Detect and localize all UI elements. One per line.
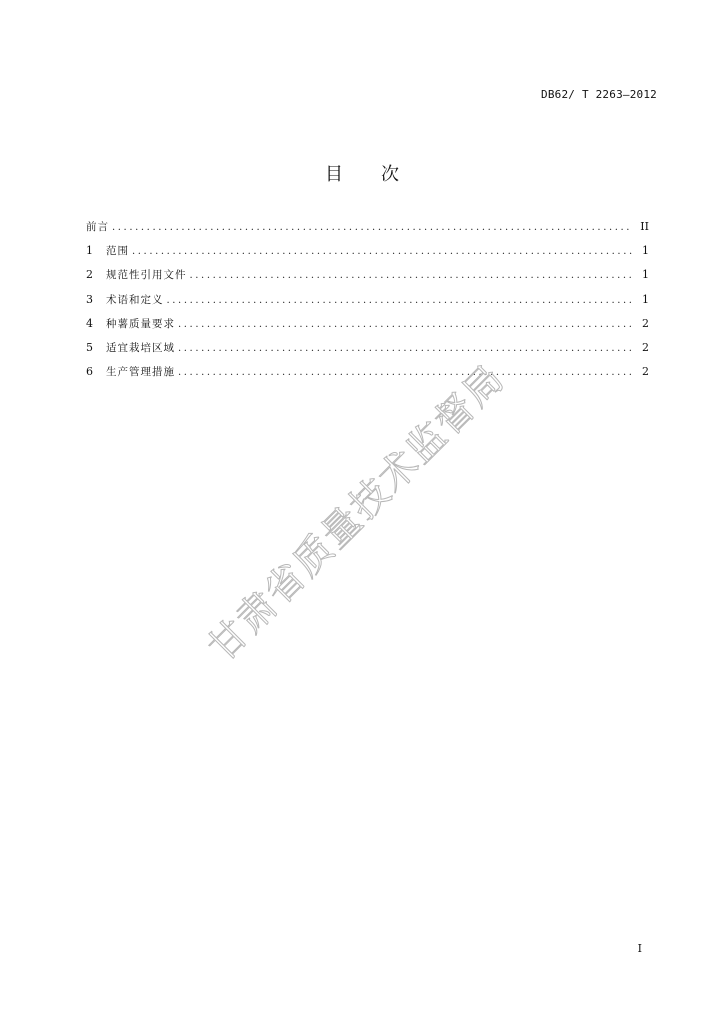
toc-item-label: 范围 — [106, 245, 129, 258]
toc-item-scope[interactable] — [86, 241, 649, 265]
toc-title — [0, 160, 724, 186]
toc-title-part2: 次 — [381, 164, 399, 185]
toc-item-page: 2 — [642, 340, 649, 354]
toc-leader-dots — [190, 266, 634, 286]
toc-item-label: 适宜栽培区域 — [106, 341, 175, 354]
toc-leader-dots — [178, 339, 633, 359]
toc-item-normative-references[interactable] — [86, 265, 649, 289]
page-number: I — [637, 942, 642, 955]
watermark: 甘肃省质量技术监督局 — [199, 355, 514, 670]
toc-item-cultivation-areas[interactable] — [86, 338, 649, 362]
toc-item-number: 5 — [86, 340, 93, 354]
toc-leader-dots — [178, 315, 633, 335]
toc-item-label: 生产管理措施 — [106, 366, 175, 379]
toc-item-label: 前言 — [86, 221, 109, 233]
standard-code: DB62/ T 2263—2012 — [541, 88, 657, 101]
toc-item-terms-definitions[interactable] — [86, 290, 649, 314]
toc-leader-dots — [167, 291, 634, 311]
toc-item-page: II — [640, 220, 649, 233]
toc-item-page: 1 — [642, 268, 649, 282]
toc-item-page: 2 — [642, 365, 649, 379]
toc-leader-dots — [178, 363, 633, 383]
toc-item-number: 6 — [86, 365, 93, 379]
toc-leader-dots — [112, 218, 633, 238]
toc-item-page: 2 — [642, 316, 649, 330]
toc-item-label: 术语和定义 — [106, 293, 164, 306]
toc-leader-dots — [132, 242, 633, 262]
toc-item-foreword[interactable] — [86, 217, 649, 241]
toc-item-page: 1 — [642, 292, 649, 306]
toc-item-label: 种薯质量要求 — [106, 317, 175, 330]
toc-item-seed-potato-quality[interactable] — [86, 314, 649, 338]
toc-item-number: 1 — [86, 244, 93, 258]
toc-title-part1: 目 — [325, 164, 343, 185]
toc-list — [86, 217, 649, 386]
toc-item-number: 3 — [86, 292, 93, 306]
toc-item-number: 4 — [86, 316, 93, 330]
toc-item-label: 规范性引用文件 — [106, 269, 187, 282]
toc-item-number: 2 — [86, 268, 93, 282]
toc-item-page: 1 — [642, 244, 649, 258]
toc-item-production-management[interactable] — [86, 362, 649, 386]
